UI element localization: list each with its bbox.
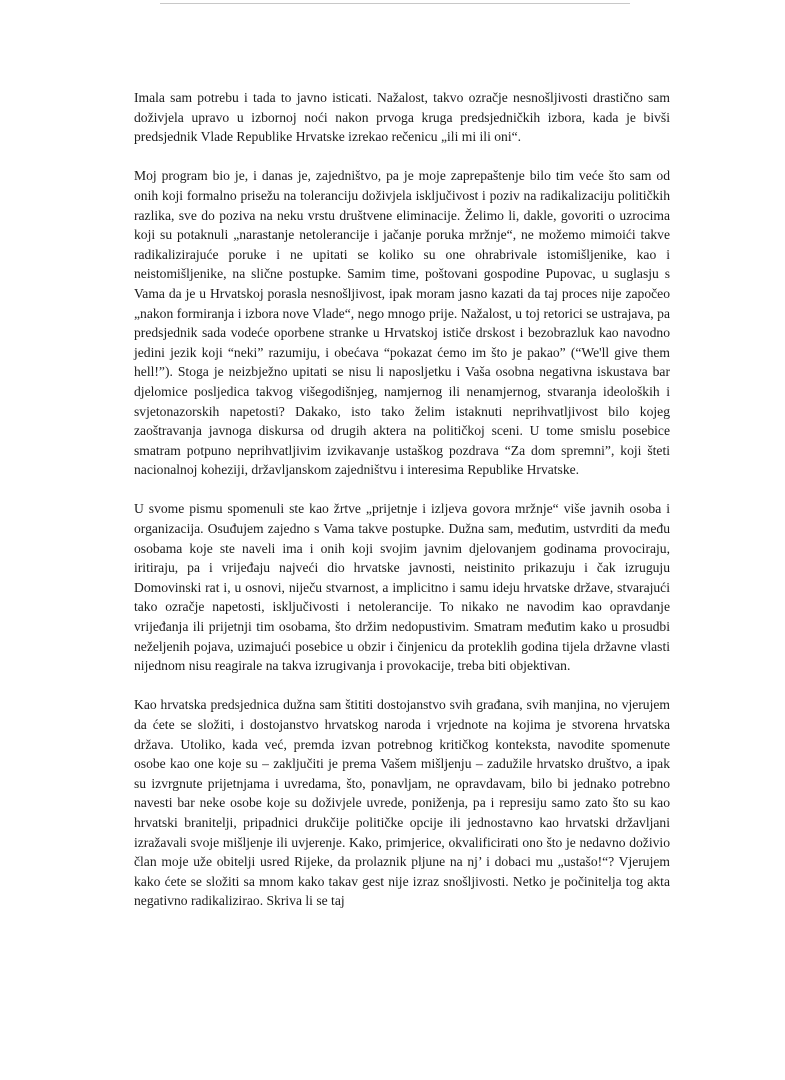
paragraph-3: U svome pismu spomenuli ste kao žrtve „prijetnje i izljeva govora mržnje“ više javnih osoba i organizacija. Osuđujem zajedno s Vama takve postupke. Dužna sam, međutim, ustvrditi da među osobama koje ste naveli ima i onih koji svojim javnim djelovanjem godinama provociraju, iritiraju, pa i vrijeđaju najveći dio hrvatske javnosti, neistinito prikazuju i čak izruguju Domovinski rat i, u osnovi, niječu stvarnost, a implicitno i samu ideju hrvatske države, stvarajući tako ozračje napetosti, isključivosti i netolerancije. To nikako ne navodim kao opravdanje vrijeđanja ili prijetnji tim osobama, što držim nedopustivim. Smatram međutim kako u prosudbi neželjenih pojava, uzimajući posebice u obzir i činjenicu da proteklih godina tijela državne vlasti nijednom nisu reagirale na takva izrugivanja i provokacije, treba biti objektivan. [134,501,670,674]
paragraph-4: Kao hrvatska predsjednica dužna sam štititi dostojanstvo svih građana, svih manjina, no vjerujem da ćete se složiti, i dostojanstvo hrvatskog naroda i vrjednote na kojima je stvorena hrvatska država. Utoliko, kada već, premda izvan potrebnog kritičkog konteksta, navodite spomenute osobe kao one koje su – zaključiti je prema Vašem mišljenju – zadužile hrvatsko društvo, a ipak su izvrgnute prijetnjama i uvredama, što, ponavljam, ne opravdavam, bilo bi jednako potrebno navesti bar neke osobe koje su doživjele uvrede, poniženja, pa i represiju samo zato što su kao hrvatski branitelji, pripadnici drukčije političke opcije ili jednostavno kao hrvatski državljani izražavali svoje mišljenje ili uvjerenje. Kako, primjerice, okvalificirati ono što je nedavno doživio član moje uže obitelji usred Rijeke, da prolaznik pljune na nj’ i dobaci mu „ustašo!“? Vjerujem kako ćete se složiti sa mnom kako takav gest nije izraz snošljivosti. Netko je počinitelja tog akta negativno radikalizirao. Skriva li se taj [134,697,670,909]
letter-body [134,88,670,911]
top-edge-rule [160,3,630,4]
paragraph-1: Imala sam potrebu i tada to javno isticati. Nažalost, takvo ozračje nesnošljivosti drastično sam doživjela upravo u izbornoj noći nakon prvoga kruga predsjedničkih izbora, kada je bivši predsjednik Vlade Republike Hrvatske izrekao rečenicu „ili mi ili oni“. [134,90,670,145]
paragraph-2: Moj program bio je, i danas je, zajedništvo, pa je moje zaprepaštenje bilo tim veće što sam od onih koji formalno prisežu na toleranciju doživjela isključivost i poziv na radikalizaciju političkih razlika, sve do poziva na neku vrstu društvene eliminacije. Želimo li, dakle, govoriti o uzrocima koji su potaknuli „narastanje netolerancije i jačanje poruka mržnje“, ne možemo mimoići takve radikalizirajuće poruke i ne upitati se koliko su one ohrabrivale istomišljenike, kao i neistomišljenike, na slične postupke. Samim time, poštovani gospodine Pupovac, u suglasju s Vama da je u Hrvatskoj porasla nesnošljivost, ipak moram jasno kazati da taj proces nije započeo „nakon formiranja i izbora nove Vlade“, nego mnogo prije. Nažalost, u toj retorici se ustrajava, pa predsjednik sada vodeće oporbene stranke u Hrvatskoj ističe drskost i bezobrazluk kao navodno jedini jezik koji “neki” razumiju, i obećava “pokazat ćemo im što je pakao” (“We'll give them hell!”). Stoga je neizbježno upitati se nisu li naposljetku i Vaša osobna negativna iskustava bar djelomice posljedica takvog višegodišnjeg, namjernog ili nenamjernog, stvaranja ideoloških i svjetonazorskih napetosti? Dakako, isto tako želim istaknuti neprihvatljivost bilo kojeg zaoštravanja javnoga diskursa od drugih aktera na političkoj sceni. U tome smislu posebice smatram potpuno neprihvatljivim izvikavanje ustaškog pozdrava “Za dom spremni”, koji šteti nacionalnoj koheziji, državljanskom zajedništvu i interesima Republike Hrvatske. [134,168,670,478]
